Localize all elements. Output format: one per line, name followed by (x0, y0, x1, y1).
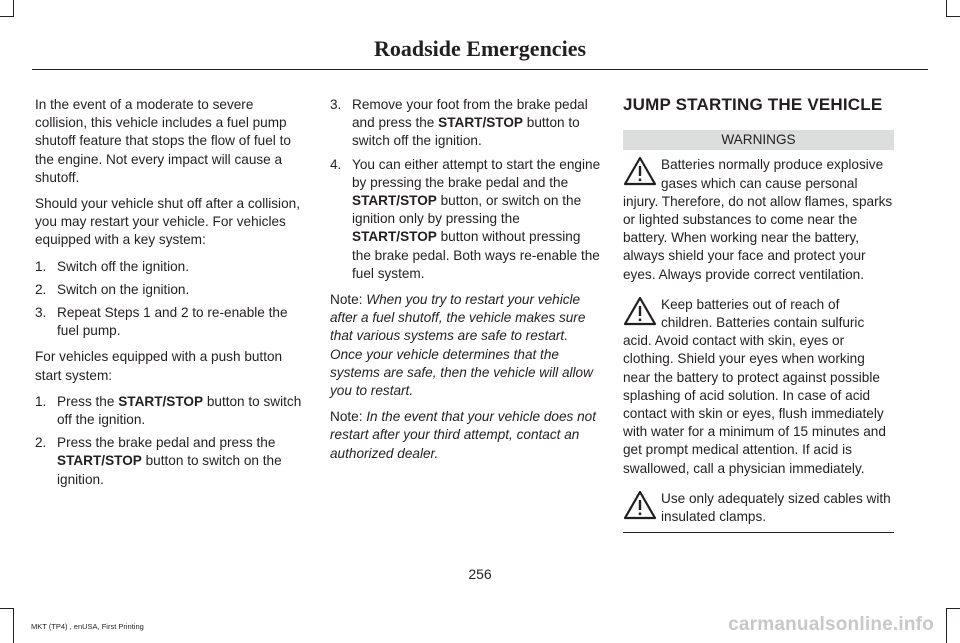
start-stop-label: START/STOP (438, 115, 523, 131)
warning-item (623, 490, 894, 526)
step-number: 2. (35, 281, 47, 297)
step-text: Switch off the ignition. (57, 258, 189, 274)
start-stop-label: START/STOP (352, 229, 437, 245)
step-text-pre: Press the (57, 393, 119, 409)
column-right (623, 96, 894, 533)
step-number: 1. (35, 393, 47, 409)
list-item (330, 96, 602, 151)
crop-mark-bottom-right-v (946, 608, 947, 643)
list-item (35, 434, 305, 489)
step-text: Repeat Steps 1 and 2 to re-enable the fuel pump. (57, 305, 288, 339)
printing-info: MKT (TP4) , enUSA, First Printing (31, 622, 144, 631)
list-item (35, 258, 305, 276)
warning-text: Keep batteries out of reach of children. Batteries contain sulfuric acid. Avoid contact with skin, eyes or clothing. Shield your eyes when working near the battery to protect against possible splashing of acid solution. In case of acid contact with skin or eyes, flush immediately with water for a minimum of 15 minutes and get prompt medical attention. If acid is swallowed, call a physician immediately. (623, 296, 886, 476)
warning-triangle-icon (623, 490, 657, 520)
watermark: carmanualsonline.info (728, 614, 934, 635)
crop-mark-bottom-left-h (0, 608, 14, 609)
step-number: 4. (330, 156, 342, 172)
warnings-header: WARNINGS (623, 130, 894, 150)
step-text (57, 434, 305, 489)
list-item (35, 304, 305, 340)
warning-item (623, 156, 894, 283)
push-steps-list (35, 393, 305, 489)
page-title: Roadside Emergencies (373, 36, 587, 61)
header-rule (32, 69, 928, 70)
step-text-post: button to switch off the ignition. (352, 115, 580, 149)
crop-mark-bottom-right-h (946, 608, 960, 609)
step-number: 1. (35, 258, 47, 274)
start-stop-label: START/STOP (118, 393, 204, 409)
note-text: When you try to restart your vehicle after a fuel shutoff, the vehicle makes sure that various systems are safe to restart. Once your vehicle determines that the systems are safe, then the vehicle will allow you to restart. (330, 292, 593, 399)
step-number: 3. (330, 97, 342, 112)
step-text (352, 156, 602, 283)
note-restart-safety (330, 291, 602, 400)
page-number: 256 (468, 566, 492, 582)
warning-triangle-icon (623, 296, 657, 326)
push-steps-list-continued (330, 96, 602, 283)
step-number: 2. (35, 435, 47, 451)
step-text-a: You can either attempt to start the engine by pressing the brake pedal and the (352, 156, 601, 190)
warning-triangle-icon (623, 156, 657, 186)
step-text-post: button to switch on the ignition. (57, 453, 282, 487)
note-text: In the event that your vehicle does not restart after your third attempt, contact an authorized dealer. (330, 409, 597, 461)
crop-mark-top-left-h (0, 16, 14, 17)
list-item (35, 393, 305, 429)
step-text-c: button, or switch on the ignition only by pressing the (352, 193, 582, 227)
crop-mark-top-left-v (13, 0, 14, 17)
intro-paragraph: In the event of a moderate to severe collision, this vehicle includes a fuel pump shutoff feature that stops the flow of fuel to the engine. Not every impact will cause a shutoff. (35, 97, 291, 185)
step-text: Switch on the ignition. (57, 281, 190, 297)
crop-mark-bottom-left-v (13, 608, 14, 643)
column-left (35, 96, 305, 497)
warning-text: Use only adequately sized cables with insulated clamps. (661, 490, 891, 525)
warnings-bottom-rule (623, 532, 894, 533)
step-text-pre: Press the brake pedal and press the (57, 435, 276, 451)
step-text-post: button to switch off the ignition. (57, 393, 302, 428)
push-button-paragraph: For vehicles equipped with a push button start system: (35, 349, 283, 383)
note-third-attempt (330, 408, 602, 463)
step-text-e: button without pressing the brake pedal. Both ways re-enable the fuel system. (352, 229, 600, 281)
step-text (57, 393, 305, 429)
crop-mark-top-right-v (946, 0, 947, 17)
key-steps-list (35, 258, 305, 341)
start-stop-label: START/STOP (352, 193, 437, 209)
step-text (352, 96, 602, 151)
key-system-paragraph: Should your vehicle shut off after a collision, you may restart your vehicle. For vehicles equipped with a key system: (35, 196, 300, 248)
crop-mark-top-right-h (946, 16, 960, 17)
step-number: 3. (35, 305, 47, 321)
note-label: Note: (330, 409, 363, 425)
step-text-pre: Remove your foot from the brake pedal and press the (352, 97, 588, 131)
warning-text: Batteries normally produce explosive gases which can cause personal injury. Therefore, do not allow flames, sparks or lighted substances to come near the battery. When working near the battery, always shield your face and protect your eyes. Always provide correct ventilation. (623, 157, 893, 282)
note-label: Note: (330, 292, 363, 308)
start-stop-label: START/STOP (57, 453, 142, 469)
section-title: JUMP STARTING THE VEHICLE (623, 95, 883, 114)
list-item (330, 156, 602, 283)
list-item (35, 281, 305, 299)
column-middle (330, 96, 602, 471)
warning-item (623, 296, 894, 478)
